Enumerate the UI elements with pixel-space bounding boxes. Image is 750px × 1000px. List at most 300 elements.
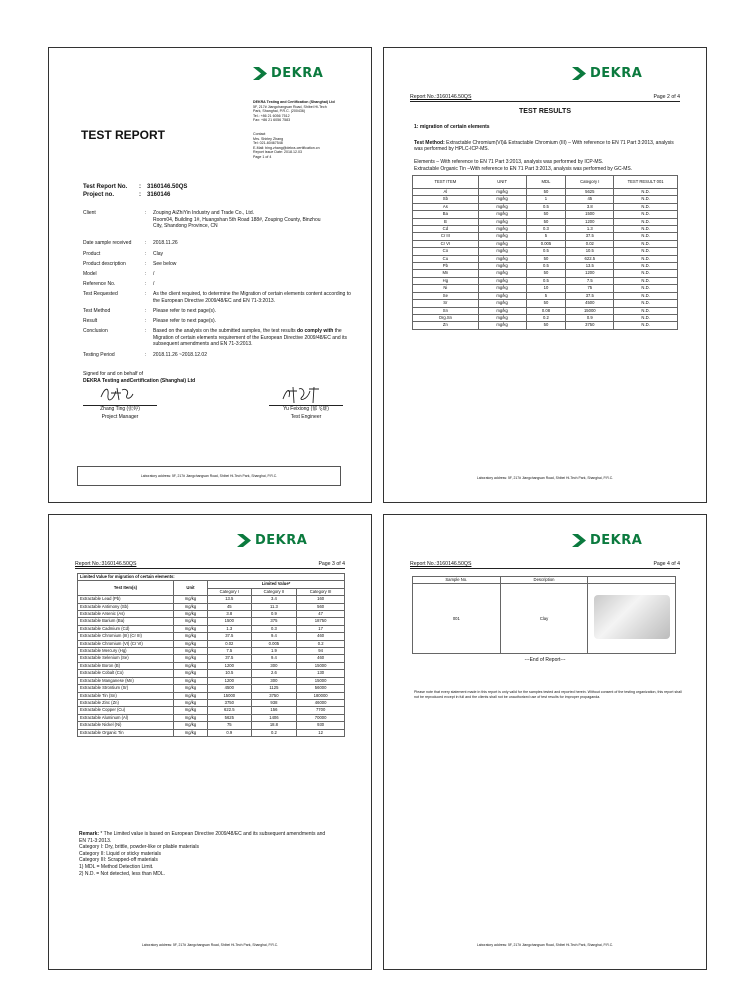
table-header-row — [78, 581, 345, 588]
info-value: Clay — [153, 251, 164, 257]
table-cell: 10.5 — [566, 248, 614, 255]
table-row — [413, 189, 678, 196]
table-cell: Se — [413, 292, 479, 299]
test-method-line: Extractable Organic Tin –With reference to EN 71 Part 3:2013, analysis was performed by GC-MS. — [414, 166, 633, 172]
table-cell: 45 — [566, 196, 614, 203]
table-cell: 0.9 — [251, 611, 297, 618]
table-row — [413, 248, 678, 255]
table-cell: 1.3 — [208, 625, 252, 632]
column-header: Category I — [566, 176, 614, 189]
info-label: Test Method — [83, 308, 111, 314]
table-cell: mg/kg — [478, 285, 526, 292]
info-value: Zouping AiZhiYin Industry and Trade Co., Ltd. Room04, Building 1#, Huangshan 5th Road 188#, Zouping County, Binzhou City, Shandong Province, CN — [153, 210, 321, 230]
info-label: Product — [83, 251, 101, 257]
section-title: 1: migration of certain elements — [414, 124, 490, 130]
table-cell: 0.3 — [526, 226, 566, 233]
report-page-4 — [383, 514, 707, 970]
report-id-block: Test Report No. : 3160146.50QS Project no. : 3160146 — [83, 184, 188, 198]
footer-address-box — [77, 466, 341, 486]
table-cell: mg/kg — [478, 314, 526, 321]
column-header-sample: Sample No. — [413, 577, 501, 584]
info-label: Conclusion — [83, 328, 108, 334]
table-row — [78, 670, 345, 677]
remark-line: Category I: Dry, brittle, powder-like or pliable materials — [79, 844, 199, 851]
report-page-3 — [48, 514, 372, 970]
page-number: Page 2 of 4 — [653, 94, 680, 100]
table-title: Limited Value for migration of certain elements: — [78, 574, 345, 581]
dekra-logo — [572, 66, 642, 81]
table-cell: Mn — [413, 270, 479, 277]
table-cell: N.D. — [614, 255, 678, 262]
table-cell: N.D. — [614, 211, 678, 218]
table-cell: 47 — [297, 611, 345, 618]
table-cell: 1 — [526, 196, 566, 203]
table-cell: 0.005 — [526, 240, 566, 247]
table-cell: Cd — [413, 226, 479, 233]
footer-address: Laboratory address: 5F, 217# Jiangchangsan Road, Shibei Hi-Tech Park, Shanghai, P.R.C. — [140, 474, 278, 478]
contact-block — [253, 132, 363, 160]
page-header — [410, 561, 680, 569]
remarks-block — [79, 831, 329, 877]
report-notice: Please note that every statement made in this report is only valid for the samples tested and reported herein. Without consent of the testing organization, this report shall not be reproduced except in full and the clients shall not be unauthorized use of test results for improper propaganda. — [414, 690, 682, 699]
table-cell: 300 — [251, 662, 297, 669]
table-cell: N.D. — [614, 233, 678, 240]
table-cell: Extractable Manganese (Mn) — [78, 677, 174, 684]
table-cell: mg/kg — [174, 685, 208, 692]
table-cell: mg/kg — [478, 277, 526, 284]
table-cell: 13.5 — [566, 263, 614, 270]
table-cell: mg/kg — [478, 263, 526, 270]
table-cell: 17 — [297, 625, 345, 632]
column-header-item: Test Item(s) — [78, 581, 174, 596]
table-cell: 1406 — [251, 714, 297, 721]
test-results-table — [412, 175, 678, 330]
table-cell: 1125 — [251, 685, 297, 692]
page-number: Page 3 of 4 — [318, 561, 345, 567]
table-cell: 0.2 — [526, 314, 566, 321]
table-cell: mg/kg — [478, 240, 526, 247]
test-method-label: Test Method: — [414, 140, 445, 146]
limit-values-body — [78, 596, 345, 737]
table-cell: N.D. — [614, 292, 678, 299]
table-cell: 0.5 — [526, 263, 566, 270]
table-row — [78, 729, 345, 736]
table-row — [78, 603, 345, 610]
table-row — [413, 233, 678, 240]
table-cell: 15000 — [208, 692, 252, 699]
table-cell: 94 — [297, 648, 345, 655]
info-label: Product description — [83, 261, 126, 267]
table-cell: 75 — [208, 722, 252, 729]
table-cell: 622.5 — [208, 707, 252, 714]
contact-heading: Contact — [253, 132, 266, 136]
table-cell: mg/kg — [174, 677, 208, 684]
table-cell: 0.3 — [251, 625, 297, 632]
table-cell: 4500 — [566, 300, 614, 307]
remark-line: Category III: Scrapped-off materials — [79, 857, 158, 864]
info-row-reference-no: Reference No. : / — [83, 281, 353, 288]
info-row-product: Product : Clay — [83, 251, 353, 258]
remark-line: * The Limited value is based on European Directive 2009/48/EC and its subsequent amendments and EN 71-3:2013. — [79, 831, 326, 844]
test-method-line: Elements – With reference to EN 71 Part 3:2013, analysis was performed by ICP-MS. — [414, 159, 604, 165]
table-cell: mg/kg — [478, 233, 526, 240]
company-fax: Fax: +86 21 6056 7583 — [253, 118, 291, 123]
table-cell: mg/kg — [174, 596, 208, 603]
table-cell: Ni — [413, 285, 479, 292]
table-row — [78, 633, 345, 640]
table-cell: Sr — [413, 300, 479, 307]
table-cell: 12 — [297, 729, 345, 736]
table-cell: 37.5 — [208, 655, 252, 662]
table-header-row — [413, 176, 678, 189]
table-cell: mg/kg — [478, 203, 526, 210]
report-no: Report No.:3160146.50QS — [410, 561, 472, 567]
page-header — [410, 94, 680, 102]
table-cell: 1200 — [208, 662, 252, 669]
table-row — [413, 255, 678, 262]
table-cell: Co — [413, 248, 479, 255]
contact-name: Mrs. Shirley Zhang — [253, 136, 284, 141]
footer-address: Laboratory address: 5F, 217# Jiangchangsan Road, Shibei Hi-Tech Park, Shanghai, P.R.C. — [476, 476, 614, 480]
dekra-logo — [253, 66, 323, 81]
table-cell: 1.9 — [251, 648, 297, 655]
signature-left-name: Zhang Ting (张婷) — [100, 406, 140, 412]
table-cell: 15000 — [566, 307, 614, 314]
table-cell: N.D. — [614, 196, 678, 203]
test-method-description: Extractable Chromium(VI)& Extractable Chromium (III) – With reference to EN 71 Part 3:2013, analysis was performed by HPLC-ICP-MS. — [414, 140, 674, 153]
table-cell: mg/kg — [174, 625, 208, 632]
table-row — [413, 226, 678, 233]
table-cell: mg/kg — [478, 300, 526, 307]
category-header: Category II — [251, 588, 297, 595]
table-cell: 45 — [208, 603, 252, 610]
table-cell: 9.4 — [251, 655, 297, 662]
table-cell: 375 — [251, 618, 297, 625]
info-row-result: Result : Please refer to next page(s). — [83, 318, 353, 325]
table-row — [413, 218, 678, 225]
table-cell: Extractable Barium (Ba) — [78, 618, 174, 625]
table-row — [78, 722, 345, 729]
table-cell: mg/kg — [174, 648, 208, 655]
table-cell: 5625 — [566, 189, 614, 196]
dekra-chevron-icon — [572, 534, 586, 547]
report-no: 3160146.50QS — [147, 184, 188, 190]
table-cell: 0.005 — [251, 640, 297, 647]
dekra-logo — [572, 533, 642, 548]
report-no: Report No.:3160146.50QS — [410, 94, 472, 100]
report-no-label: Test Report No. — [83, 184, 128, 190]
table-cell: Extractable Chromium (III) (Cr III) — [78, 633, 174, 640]
info-label: Model — [83, 271, 97, 277]
table-cell: 938 — [251, 699, 297, 706]
test-results-body — [413, 189, 678, 330]
table-cell: Extractable Selenium (Se) — [78, 655, 174, 662]
table-cell: 0.2 — [297, 640, 345, 647]
table-cell: Cu — [413, 255, 479, 262]
table-row — [78, 692, 345, 699]
sample-no: 001 — [413, 584, 501, 654]
table-cell: N.D. — [614, 300, 678, 307]
info-label: Reference No. — [83, 281, 116, 287]
table-cell: mg/kg — [174, 714, 208, 721]
company-address-line: 5F, 217# Jiangchangsan Road, Shibei Hi-Tech — [253, 104, 327, 109]
table-cell: Extractable Cadmium (Cd) — [78, 625, 174, 632]
table-row — [78, 648, 345, 655]
remark-line: 2) N.D. = Not detected, less than MDL. — [79, 870, 166, 877]
table-cell: mg/kg — [478, 248, 526, 255]
info-value: / — [153, 271, 155, 277]
sample-photo — [594, 595, 670, 639]
table-cell: Extractable Tin (Sn) — [78, 692, 174, 699]
table-cell: Extractable Strontium (Sr) — [78, 685, 174, 692]
dekra-logo-text: DEKRA — [271, 66, 324, 81]
table-cell: 50 — [526, 218, 566, 225]
table-cell: 5625 — [208, 714, 252, 721]
table-cell: 180000 — [297, 692, 345, 699]
table-row — [78, 662, 345, 669]
info-row-testing-period: Testing Period : 2018.11.26 ~2018.12.02 — [83, 352, 353, 359]
table-cell: 50 — [526, 211, 566, 218]
table-cell: 622.5 — [566, 255, 614, 262]
info-value: 2018.11.26 — [153, 240, 178, 246]
table-header-row — [413, 577, 676, 584]
table-cell: Sb — [413, 196, 479, 203]
table-cell: 130 — [297, 670, 345, 677]
info-label: Date sample received — [83, 240, 132, 246]
column-header-description: Description — [500, 577, 588, 584]
table-cell: Extractable Lead (Pb) — [78, 596, 174, 603]
table-cell: 3750 — [251, 692, 297, 699]
table-cell: 930 — [297, 722, 345, 729]
table-cell: 1200 — [566, 218, 614, 225]
table-cell: mg/kg — [478, 218, 526, 225]
table-row — [413, 211, 678, 218]
page-header — [75, 561, 345, 569]
table-row — [413, 196, 678, 203]
table-cell: N.D. — [614, 218, 678, 225]
table-cell: 9.4 — [251, 633, 297, 640]
info-row-product-description: Product description : See below — [83, 261, 353, 268]
table-cell: Ba — [413, 211, 479, 218]
test-results-heading: TEST RESULTS — [519, 108, 571, 115]
table-cell: 560 — [297, 603, 345, 610]
signed-for-label: Signed for and on behalf of — [83, 371, 144, 377]
info-row-date-received: Date sample received : 2018.11.26 — [83, 240, 353, 247]
table-cell: mg/kg — [174, 618, 208, 625]
table-row — [78, 699, 345, 706]
contact-tel: Tel: 021-60467548 — [253, 141, 283, 146]
table-row — [413, 263, 678, 270]
dekra-chevron-icon — [572, 67, 586, 80]
table-cell: Extractable Aluminum (Al) — [78, 714, 174, 721]
table-cell: 46000 — [297, 699, 345, 706]
table-cell: 2.6 — [251, 670, 297, 677]
table-cell: 1500 — [566, 211, 614, 218]
info-row-test-method: Test Method : Please refer to next page(s). — [83, 308, 353, 315]
table-cell: mg/kg — [478, 270, 526, 277]
column-header: MDL — [526, 176, 566, 189]
table-cell: N.D. — [614, 203, 678, 210]
table-cell: N.D. — [614, 322, 678, 329]
table-cell: 1.3 — [566, 226, 614, 233]
column-header: UNIT — [478, 176, 526, 189]
sample-description: Clay — [500, 584, 588, 654]
table-row — [78, 596, 345, 603]
report-page-2 — [383, 47, 707, 503]
column-header-limit: Limited Value* — [208, 581, 345, 588]
column-header: TEST RESULT 001 — [614, 176, 678, 189]
table-row — [413, 292, 678, 299]
table-cell: N.D. — [614, 314, 678, 321]
table-row — [413, 285, 678, 292]
table-row — [413, 322, 678, 329]
dekra-logo-text: DEKRA — [590, 533, 643, 548]
signed-company: DEKRA Testing andCertification (Shanghai) Ltd — [83, 378, 196, 384]
table-cell: 0.9 — [208, 729, 252, 736]
info-row-conclusion: Conclusion : Based on the analysis on the submitted samples, the test results do comply with the Migration of certain elements requirement of the European Directive 2009/48/EC and its subsequent amendments and EN 71-3:2013. — [83, 328, 353, 348]
page-number: Page 4 of 4 — [653, 561, 680, 567]
company-name: DEKRA Testing and Certification (Shanghai) Ltd — [253, 100, 335, 104]
table-cell: 0.02 — [566, 240, 614, 247]
table-cell: Extractable Antimony (Sb) — [78, 603, 174, 610]
table-cell: 5 — [526, 292, 566, 299]
table-cell: mg/kg — [174, 692, 208, 699]
company-tel: Tel.: +86 21 6056 7512 — [253, 113, 290, 118]
table-cell: 0.5 — [526, 248, 566, 255]
table-row — [413, 203, 678, 210]
table-cell: 18750 — [297, 618, 345, 625]
table-cell: 1200 — [566, 270, 614, 277]
table-row — [78, 611, 345, 618]
table-cell: mg/kg — [174, 633, 208, 640]
table-cell: N.D. — [614, 189, 678, 196]
dekra-logo-text: DEKRA — [255, 533, 308, 548]
table-cell: 50 — [526, 300, 566, 307]
table-cell: 50 — [526, 255, 566, 262]
footer-address: Laboratory address: 5F, 217# Jiangchangsan Road, Shibei Hi-Tech Park, Shanghai, P.R.C. — [476, 943, 614, 947]
table-row — [78, 707, 345, 714]
test-method-text — [414, 140, 676, 153]
info-value: Please refer to next page(s). — [153, 308, 217, 314]
column-header-photo — [588, 577, 676, 584]
table-cell: Extractable Cobalt (Co) — [78, 670, 174, 677]
table-cell: Extractable Nickel (Ni) — [78, 722, 174, 729]
info-row-client: Client : Zouping AiZhiYin Industry and Trade Co., Ltd. Room04, Building 1#, Huangshan 5th Road 188#, Zouping County, Binzhou City, Shandong Province, CN — [83, 210, 353, 230]
table-cell: 156 — [251, 707, 297, 714]
table-cell: 0.5 — [526, 203, 566, 210]
table-cell: 7.5 — [208, 648, 252, 655]
table-cell: 160 — [297, 596, 345, 603]
column-header-unit: Unit — [174, 581, 208, 596]
info-value: Based on the analysis on the submitted samples, the test results do comply with the Migration of certain elements requirement of the European Directive 2009/48/EC and its subsequent amendments and EN 71-3:2013. — [153, 328, 347, 348]
dekra-chevron-icon — [253, 67, 267, 80]
remark-line: 1) MDL = Method Detection Limit. — [79, 863, 154, 870]
dekra-chevron-icon — [237, 534, 251, 547]
table-cell: 4500 — [208, 685, 252, 692]
table-cell: N.D. — [614, 226, 678, 233]
info-value: / — [153, 281, 155, 287]
table-cell: 3.8 — [566, 203, 614, 210]
table-cell: mg/kg — [174, 603, 208, 610]
category-header: Category III — [297, 588, 345, 595]
column-header: TEST ITEM — [413, 176, 479, 189]
table-cell: 3.4 — [251, 596, 297, 603]
info-row-model: Model : / — [83, 271, 353, 278]
category-header: Category I — [208, 588, 252, 595]
project-no: 3160146 — [147, 192, 171, 198]
info-label: Testing Period — [83, 352, 115, 358]
table-row — [413, 300, 678, 307]
table-cell: N.D. — [614, 263, 678, 270]
table-cell: mg/kg — [174, 655, 208, 662]
table-cell: Extractable Mercury (Hg) — [78, 648, 174, 655]
table-cell: 37.5 — [566, 292, 614, 299]
remark-label: Remark: — [79, 831, 100, 837]
signature-right-name: Yu Feixiong (郁飞雄) — [283, 406, 329, 412]
table-cell: Cr VI — [413, 240, 479, 247]
table-cell: 3750 — [566, 322, 614, 329]
table-cell: N.D. — [614, 307, 678, 314]
table-cell: 18.8 — [251, 722, 297, 729]
table-cell: mg/kg — [174, 611, 208, 618]
report-issue-date: Report Issue Date: 2018.12.03 — [253, 150, 302, 155]
table-cell: 11.3 — [251, 603, 297, 610]
end-of-report: ---End of Report--- — [524, 657, 566, 663]
report-no: Report No.:3160146.50QS — [75, 561, 137, 567]
limit-values-table — [77, 573, 345, 737]
contact-email: E-Mail: bing.zhang@dekra-certification.cn — [253, 145, 320, 150]
table-cell: Extractable Boron (B) — [78, 662, 174, 669]
table-row — [413, 314, 678, 321]
table-cell: Extractable Copper (Cu) — [78, 707, 174, 714]
report-page-1 — [48, 47, 372, 503]
table-cell: mg/kg — [478, 196, 526, 203]
info-row-test-requested: Test Requested : As the client required, to determine the Migration of certain elements content according to the European Directive 2009/48/EC and EN 71-3:2013. — [83, 291, 353, 304]
table-cell: N.D. — [614, 240, 678, 247]
table-row — [78, 625, 345, 632]
table-cell: Extractable Chromium (VI) (Cr VI) — [78, 640, 174, 647]
table-cell: mg/kg — [478, 307, 526, 314]
table-cell: 0.9 — [566, 314, 614, 321]
table-cell: 56000 — [297, 685, 345, 692]
remark-line: Category II: Liquid or sticky materials — [79, 850, 161, 857]
company-address-line: Park, Shanghai, P.R.C. (200436) — [253, 109, 306, 114]
table-cell: Extractable Organic Tin — [78, 729, 174, 736]
project-no-label: Project no. — [83, 192, 115, 198]
table-cell: mg/kg — [174, 662, 208, 669]
table-cell: mg/kg — [174, 729, 208, 736]
table-cell: mg/kg — [174, 722, 208, 729]
page-number: Page 1 of 4 — [253, 154, 272, 159]
table-cell: 3.8 — [208, 611, 252, 618]
table-row — [413, 240, 678, 247]
table-cell: N.D. — [614, 277, 678, 284]
table-cell: Extractable Zinc (Zn) — [78, 699, 174, 706]
table-cell: Org.Sn — [413, 314, 479, 321]
dekra-logo — [237, 533, 307, 548]
company-block — [253, 100, 363, 123]
table-cell: N.D. — [614, 270, 678, 277]
table-row — [78, 655, 345, 662]
table-cell: 50 — [526, 270, 566, 277]
table-cell: mg/kg — [174, 670, 208, 677]
table-cell: 10.5 — [208, 670, 252, 677]
table-cell: 15000 — [297, 662, 345, 669]
info-label: Test Requested — [83, 291, 118, 297]
table-cell: mg/kg — [174, 707, 208, 714]
table-cell: 460 — [297, 655, 345, 662]
table-cell: 0.02 — [208, 640, 252, 647]
